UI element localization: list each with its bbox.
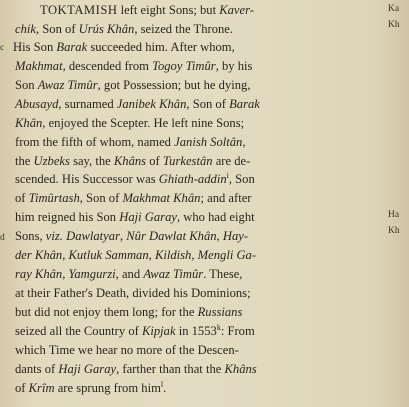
text-line-5: Son Awaz Timûr, got Possession; but he dying, [15,78,251,92]
text-line-12: him reigned his Son Haji Garay, who had eight [15,210,255,224]
text-line-21: of Krîm are sprung from him$^l$. [15,379,167,395]
footnote-marker: k [216,322,221,332]
margin-note-right: Ka [388,4,400,14]
text-line-15: ray Khân, Yamgurzi, and Awaz Timûr. These, [15,267,243,281]
margin-note-right: Kh [388,226,400,236]
text-line-4: Makhmat, descended from Togoy Timûr, by his [15,59,253,73]
text-line-16: at their Father's Death, divided his Dominions; [15,286,251,300]
text-line-7: Khân, enjoyed the Scepter. He left nine Sons; [15,116,245,130]
text-line-14: der Khân, Kutluk Samman, Kildish, Mengli Ga- [15,248,257,262]
text-line-6: Abusayd, surnamed Janibek Khân, Son of Barak [15,97,260,111]
text-line-17: but did not enjoy them long; for the Russians [15,305,243,319]
text-line-8: from the fifth of whom, named Janish Soltân, [15,135,246,149]
margin-note-right: Ha [388,210,400,220]
text-line-10: scended. His Successor was Ghiath-addin$^i$, Son [15,170,255,186]
text-line-20: dants of Haji Garay, farther than that the Khâns [15,362,257,376]
text-line-2: chik, Son of Urús Khân, seized the Throne. [15,22,234,36]
text-line-13: Sons, viz. Dawlatyar, Nûr Dawlat Khân, Hay- [15,229,249,243]
margin-note-left: d [0,233,5,243]
headword: TOKTAMISH [40,3,118,17]
text-line-9: the Uzbeks say, the Khâns of Turkestân are de- [15,154,251,168]
margin-note-right: Kh [388,20,400,30]
margin-note-left: c [0,43,5,53]
footnote-marker: i [226,170,229,180]
text-line-18: seized all the Country of Kipjak in 1553$^k$: From [15,322,255,338]
text-line-3: His Son Barak succeeded him. After whom, [13,40,235,54]
text-line-1: TOKTAMISH left eight Sons; but Kaver- [40,3,254,17]
text-line-19: which Time we hear no more of the Descen- [15,343,239,357]
text-line-11: of Timûrtash, Son of Makhmat Khân; and after [15,191,252,205]
footnote-marker: l [160,379,164,389]
